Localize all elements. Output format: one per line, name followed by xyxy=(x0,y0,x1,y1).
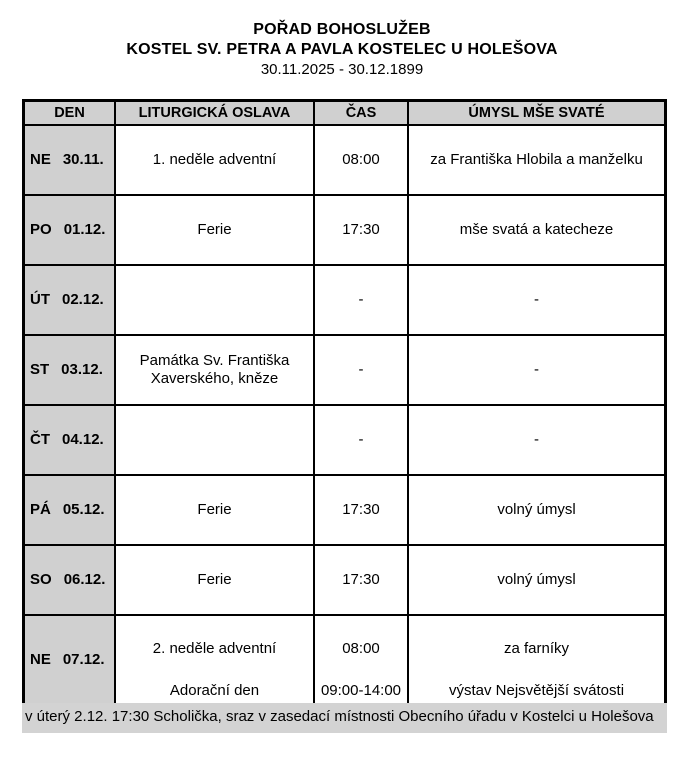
day-cell xyxy=(25,616,116,703)
day-cell xyxy=(25,126,116,194)
day-cell xyxy=(25,476,116,544)
day-abbr: NE xyxy=(30,650,51,668)
time-cell: 17:30 xyxy=(315,546,409,614)
day-abbr: NE xyxy=(30,151,51,168)
time-cell: 08:00 xyxy=(315,126,409,194)
time-main: 08:00 xyxy=(342,640,380,657)
day-date: 01.12. xyxy=(63,221,106,238)
day-date: 05.12. xyxy=(62,501,105,518)
table-row xyxy=(25,406,664,476)
day-cell xyxy=(25,266,116,334)
day-date: 04.12. xyxy=(62,431,104,448)
intention-cell: - xyxy=(534,361,539,378)
table-row xyxy=(25,336,664,406)
table-row xyxy=(25,196,664,266)
celebration-cell xyxy=(116,406,315,474)
day-cell xyxy=(25,406,116,474)
day-date: 30.11. xyxy=(62,151,104,168)
table-row xyxy=(25,476,664,546)
intention-cell: mše svatá a katecheze xyxy=(459,221,614,238)
day-abbr: PO xyxy=(30,221,52,238)
column-header-cas: ČAS xyxy=(315,102,409,124)
time-cell: 17:30 xyxy=(315,476,409,544)
column-header-liturgicka-oslava: LITURGICKÁ OSLAVA xyxy=(116,102,315,124)
intention-cell: volný úmysl xyxy=(497,571,576,588)
time-cell: - xyxy=(315,336,409,404)
page-subtitle: KOSTEL SV. PETRA A PAVLA KOSTELEC U HOLEŠOVA xyxy=(126,41,558,58)
table-row xyxy=(25,126,664,196)
footer-note xyxy=(22,703,667,733)
time-sub: 09:00-14:00 xyxy=(320,682,402,699)
intention-sub: výstav Nejsvětější svátosti xyxy=(448,682,625,699)
table-header-row xyxy=(25,102,664,126)
celebration-main: 2. neděle adventní xyxy=(152,640,277,657)
intention-cell: za Františka Hlobila a manželku xyxy=(430,151,643,168)
celebration-cell: 1. neděle adventní xyxy=(116,126,315,194)
celebration-cell xyxy=(116,266,315,334)
date-range: 30.11.2025 - 30.12.1899 xyxy=(260,61,424,78)
celebration-cell: Ferie xyxy=(116,196,315,264)
schedule-table xyxy=(22,99,667,706)
intention-cell: - xyxy=(534,291,539,308)
intention-cell xyxy=(409,616,664,703)
table-row xyxy=(25,616,664,703)
column-header-den: DEN xyxy=(25,102,116,124)
day-date: 06.12. xyxy=(63,571,106,588)
celebration-cell xyxy=(116,616,315,703)
day-cell xyxy=(25,546,116,614)
celebration-sub: Adorační den xyxy=(169,682,260,699)
time-cell: - xyxy=(315,266,409,334)
table-row xyxy=(25,546,664,616)
column-header-umysl: ÚMYSL MŠE SVATÉ xyxy=(409,102,664,124)
intention-cell: - xyxy=(534,431,539,448)
day-abbr: ÚT xyxy=(30,291,50,308)
time-cell xyxy=(315,616,409,703)
footer-note-text: v úterý 2.12. 17:30 Scholička, sraz v zasedací místnosti Obecního úřadu v Kostelci u Holešova xyxy=(25,708,654,725)
time-cell: - xyxy=(315,406,409,474)
time-cell: 17:30 xyxy=(315,196,409,264)
day-abbr: PÁ xyxy=(30,501,51,518)
day-cell xyxy=(25,196,116,264)
intention-cell: volný úmysl xyxy=(497,501,576,518)
celebration-cell: Ferie xyxy=(116,476,315,544)
day-abbr: ČT xyxy=(30,431,50,448)
table-row xyxy=(25,266,664,336)
day-abbr: SO xyxy=(30,571,52,588)
day-cell xyxy=(25,336,116,404)
day-abbr: ST xyxy=(30,361,50,378)
page-title: POŘAD BOHOSLUŽEB xyxy=(253,21,431,38)
day-date: 03.12. xyxy=(61,361,103,378)
intention-main: za farníky xyxy=(503,640,570,657)
day-date: 02.12. xyxy=(62,291,104,308)
title-block xyxy=(0,0,684,80)
day-date: 07.12. xyxy=(62,650,105,668)
celebration-cell: Ferie xyxy=(116,546,315,614)
celebration-cell: Památka Sv. Františka Xaverského, kněze xyxy=(116,336,315,404)
